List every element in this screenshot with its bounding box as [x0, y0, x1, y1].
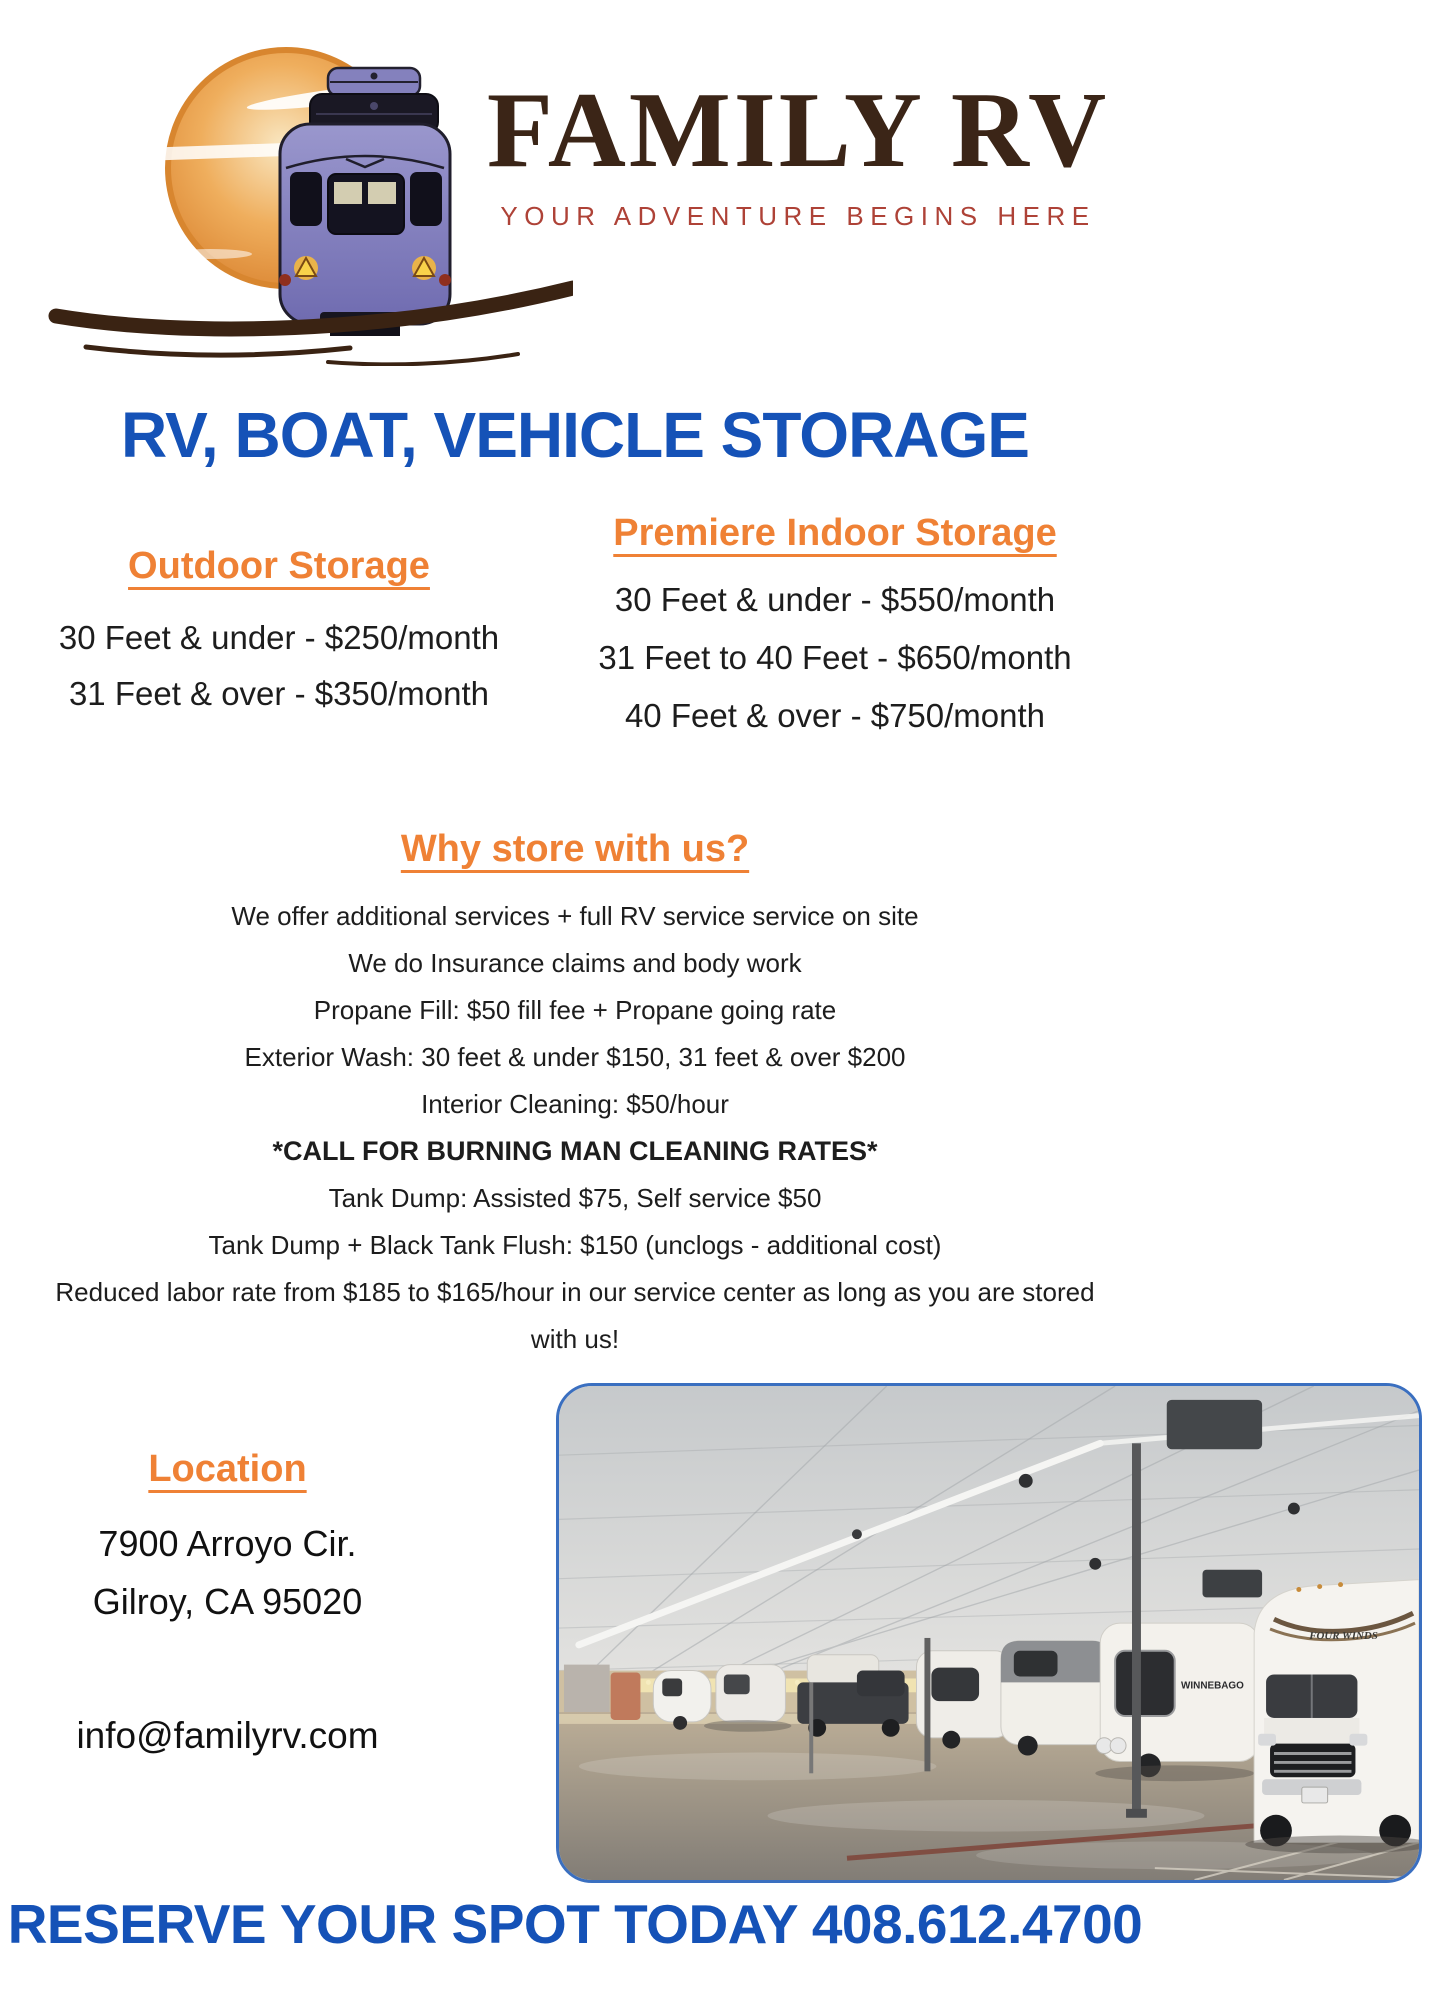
indoor-storage-section: [550, 512, 1120, 745]
outdoor-storage-title: Outdoor Storage: [128, 545, 430, 587]
address-line-2: Gilroy, CA 95020: [92, 1581, 363, 1622]
reserve-cta: [0, 1892, 1150, 1956]
why-line: We do Insurance claims and body work: [348, 948, 802, 978]
mid-trailer: [1001, 1641, 1110, 1756]
why-line: Reduced labor rate from $185 to $165/hour in our service center as long as you are stored with us!: [55, 1277, 1095, 1354]
why-line: Tank Dump: Assisted $75, Self service $50: [328, 1183, 822, 1213]
indoor-storage-title: Premiere Indoor Storage: [613, 512, 1057, 554]
why-line: Propane Fill: $50 fill fee + Propane going rate: [313, 995, 837, 1025]
address-block: [0, 1515, 455, 1631]
outdoor-storage-section: [0, 545, 558, 722]
why-store-title: Why store with us?: [400, 828, 750, 870]
why-line: Interior Cleaning: $50/hour: [421, 1089, 729, 1119]
reserve-cta-text: RESERVE YOUR SPOT TODAY: [7, 1893, 798, 1955]
small-trailer: [917, 1651, 1011, 1749]
why-line: Tank Dump + Black Tank Flush: $150 (unclogs - additional cost): [208, 1230, 942, 1260]
location-title: Location: [148, 1448, 307, 1490]
brand-header: [468, 72, 1128, 232]
indoor-price-2: 31 Feet to 40 Feet - $650/month: [598, 639, 1072, 676]
why-store-section: [0, 828, 1150, 1363]
why-line: Exterior Wash: 30 feet & under $150, 31 feet & over $200: [244, 1042, 906, 1072]
location-section: [0, 1448, 455, 1757]
contact-email: info@familyrv.com: [76, 1715, 379, 1756]
four-winds-motorhome: [1245, 1580, 1419, 1854]
support-pole: [1132, 1443, 1141, 1813]
brand-name: FAMILY RV: [486, 71, 1110, 190]
why-line: We offer additional services + full RV service service on site: [231, 901, 919, 931]
reserve-cta-phone: 408.612.4700: [811, 1893, 1143, 1955]
outdoor-price-1: 30 Feet & under - $250/month: [58, 619, 500, 656]
storage-facility-photo: [556, 1383, 1422, 1883]
winnebago-trailer: [1095, 1623, 1259, 1781]
svg-text:WINNEBAGO: WINNEBAGO: [1181, 1680, 1244, 1692]
address-line-1: 7900 Arroyo Cir.: [98, 1523, 357, 1564]
page-title: RV, BOAT, VEHICLE STORAGE: [121, 399, 1029, 471]
brand-tagline: YOUR ADVENTURE BEGINS HERE: [500, 200, 1096, 231]
indoor-price-3: 40 Feet & over - $750/month: [624, 697, 1046, 734]
outdoor-price-2: 31 Feet & over - $350/month: [68, 675, 490, 712]
indoor-price-1: 30 Feet & under - $550/month: [614, 581, 1056, 618]
burning-man-callout: *CALL FOR BURNING MAN CLEANING RATES*: [272, 1136, 878, 1166]
svg-text:FOUR WINDS: FOUR WINDS: [1309, 1629, 1378, 1642]
